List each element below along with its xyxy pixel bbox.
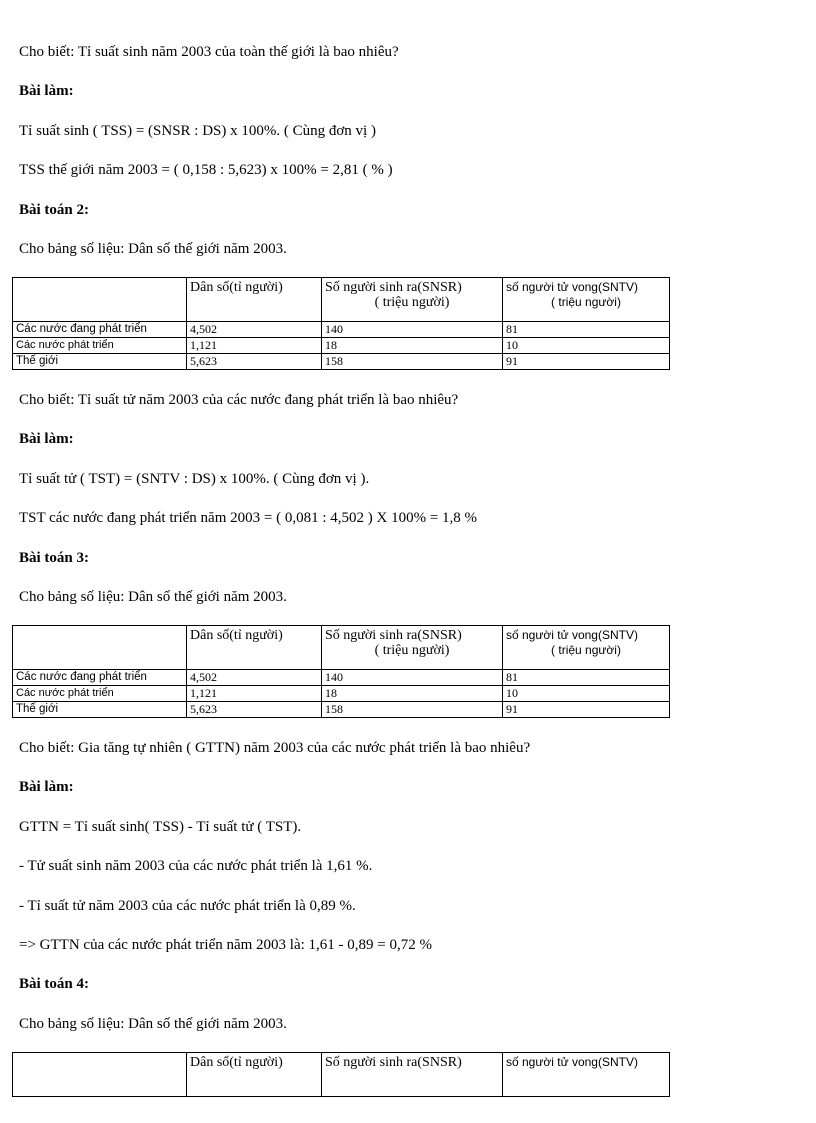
table-header-row [13, 1053, 670, 1097]
cell-snsr: 140 [322, 670, 503, 686]
header-snsr: Số người sinh ra(SNSR) [322, 1053, 503, 1097]
line-question-1: Cho biết: Tỉ suất sinh năm 2003 của toàn thế giới là bao nhiêu? [19, 44, 399, 60]
cell-sntv: 81 [503, 670, 670, 686]
header-sntv: số người tử vong(SNTV) ( triệu người) [503, 278, 670, 322]
cell-snsr: 140 [322, 322, 503, 338]
heading-bai-toan-4: Bài toán 4: [19, 976, 90, 992]
header-sntv: số người tử vong(SNTV) [503, 1053, 670, 1097]
line-calc-tst: TST các nước đang phát triển năm 2003 = ( 0,081 : 4,502 ) X 100% = 1,8 % [19, 510, 478, 526]
heading-bai-toan-2: Bài toán 2: [19, 202, 90, 218]
cell-sntv: 91 [503, 354, 670, 370]
line-calc-tss: TSS thế giới năm 2003 = ( 0,158 : 5,623) x 100% = 2,81 ( % ) [19, 162, 393, 178]
cell-snsr: 158 [322, 702, 503, 718]
heading-bai-lam-3: Bài làm: [19, 779, 74, 795]
header-snsr: Số người sinh ra(SNSR) ( triệu người) [322, 626, 503, 670]
header-empty [13, 278, 187, 322]
cell-ds: 5,623 [187, 354, 322, 370]
line-formula-tss: Tỉ suất sinh ( TSS) = (SNSR : DS) x 100%. ( Cùng đơn vị ) [19, 123, 376, 139]
table-row [13, 354, 670, 370]
table-row [13, 322, 670, 338]
cell-ds: 5,623 [187, 702, 322, 718]
table-header-row [13, 626, 670, 670]
row-label: Thế giới [13, 354, 187, 370]
line-gttn-result: => GTTN của các nước phát triển năm 2003 là: 1,61 - 0,89 = 0,72 % [19, 937, 432, 953]
data-table-1 [12, 277, 670, 370]
cell-sntv: 81 [503, 322, 670, 338]
cell-sntv: 10 [503, 338, 670, 354]
line-formula-tst: Tỉ suất tử ( TST) = (SNTV : DS) x 100%. ( Cùng đơn vị ). [19, 471, 370, 487]
row-label: Thế giới [13, 702, 187, 718]
line-question-3: Cho biết: Gia tăng tự nhiên ( GTTN) năm 2003 của các nước phát triển là bao nhiêu? [19, 740, 531, 756]
line-tst-value: - Tỉ suất tử năm 2003 của các nước phát triển là 0,89 %. [19, 898, 356, 914]
header-dan-so: Dân số(tỉ người) [187, 1053, 322, 1097]
line-formula-gttn: GTTN = Tỉ suất sinh( TSS) - Tỉ suất tử ( TST). [19, 819, 302, 835]
heading-bai-lam-2: Bài làm: [19, 431, 74, 447]
cell-ds: 1,121 [187, 338, 322, 354]
header-dan-so: Dân số(tỉ người) [187, 626, 322, 670]
line-question-2: Cho biết: Tỉ suất tử năm 2003 của các nước đang phát triển là bao nhiêu? [19, 392, 459, 408]
table-row [13, 702, 670, 718]
line-intro-4: Cho bảng số liệu: Dân số thế giới năm 2003. [19, 1016, 287, 1032]
data-table-2 [12, 625, 670, 718]
row-label: Các nước phát triển [13, 686, 187, 702]
line-intro-3: Cho bảng số liệu: Dân số thế giới năm 2003. [19, 589, 287, 605]
header-sntv: số người tử vong(SNTV) ( triệu người) [503, 626, 670, 670]
cell-snsr: 18 [322, 338, 503, 354]
cell-sntv: 10 [503, 686, 670, 702]
row-label: Các nước đang phát triển [13, 322, 187, 338]
header-empty [13, 1053, 187, 1097]
table-row [13, 686, 670, 702]
row-label: Các nước đang phát triển [13, 670, 187, 686]
cell-ds: 4,502 [187, 670, 322, 686]
row-label: Các nước phát triển [13, 338, 187, 354]
data-table-3 [12, 1052, 670, 1097]
heading-bai-toan-3: Bài toán 3: [19, 550, 90, 566]
table-row [13, 338, 670, 354]
heading-bai-lam-1: Bài làm: [19, 83, 74, 99]
cell-ds: 1,121 [187, 686, 322, 702]
cell-snsr: 158 [322, 354, 503, 370]
header-dan-so: Dân số(tỉ người) [187, 278, 322, 322]
header-empty [13, 626, 187, 670]
table-header-row [13, 278, 670, 322]
header-snsr: Số người sinh ra(SNSR) ( triệu người) [322, 278, 503, 322]
table-row [13, 670, 670, 686]
cell-ds: 4,502 [187, 322, 322, 338]
line-tss-value: - Tử suất sinh năm 2003 của các nước phát triển là 1,61 %. [19, 858, 373, 874]
cell-sntv: 91 [503, 702, 670, 718]
cell-snsr: 18 [322, 686, 503, 702]
line-intro-2: Cho bảng số liệu: Dân số thế giới năm 2003. [19, 241, 287, 257]
